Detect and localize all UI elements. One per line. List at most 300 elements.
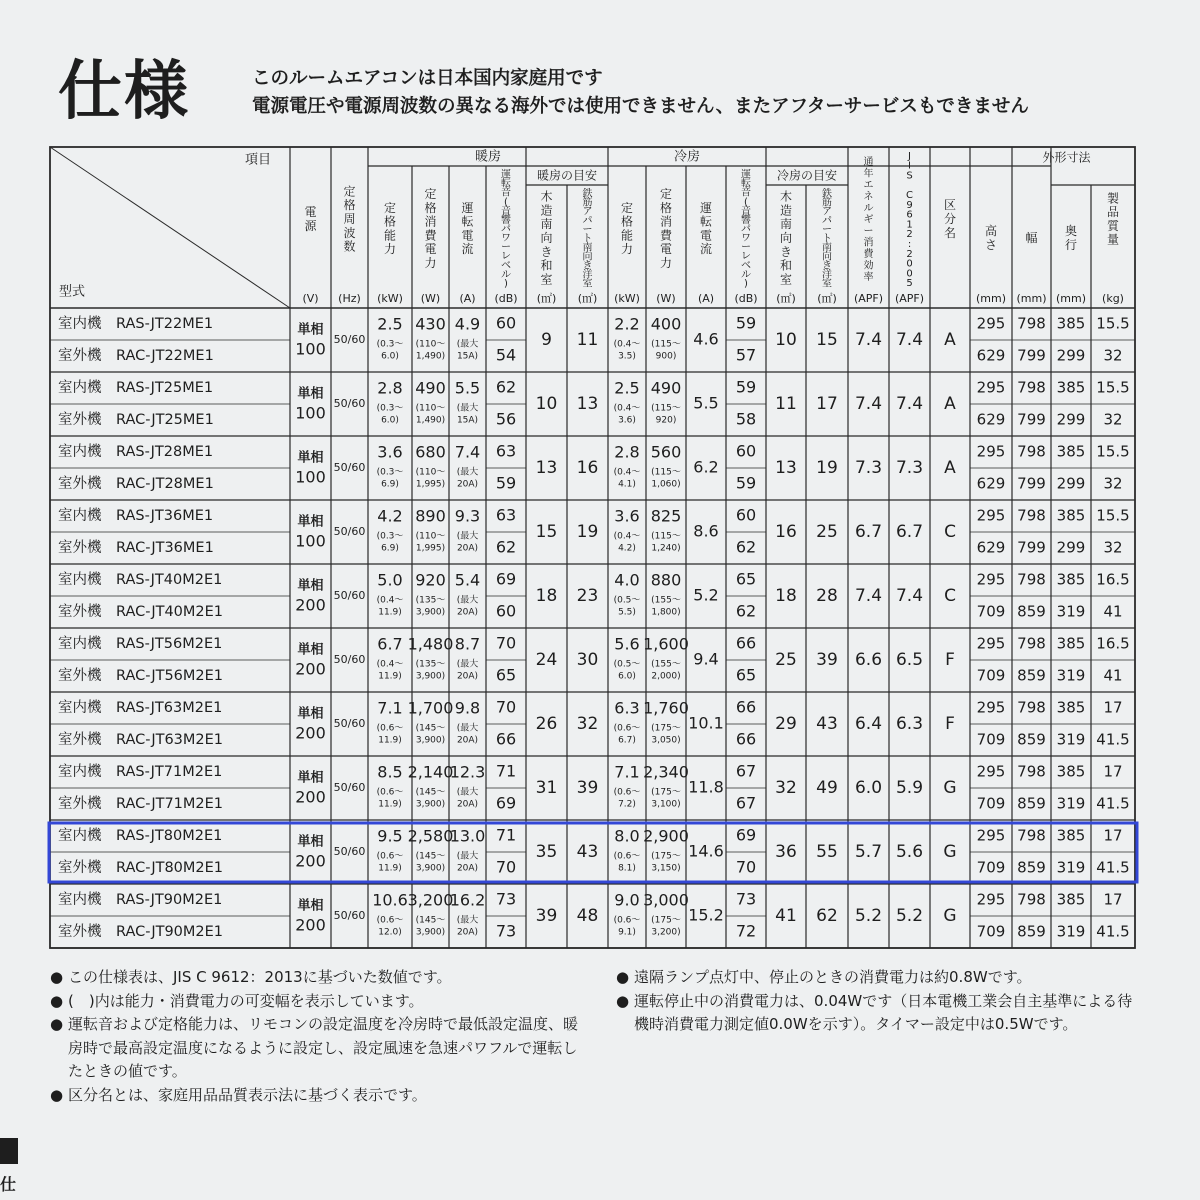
- cool-capacity-range-max: 3.5): [618, 351, 636, 362]
- cool-ferro-area: 15: [816, 330, 838, 350]
- indoor-model: 室内機 RAS-JT40M2E1: [58, 572, 223, 588]
- svg-text:エ: エ: [863, 180, 874, 191]
- heat-noise-indoor: 73: [495, 889, 517, 909]
- cool-power-range-max: 2,000): [651, 671, 681, 682]
- heat-wood-area: 24: [535, 650, 558, 670]
- heat-power-range-max: 3,900): [415, 735, 446, 746]
- heat-current-range-max: 20A): [456, 543, 479, 554]
- cool-ferro-area: 43: [816, 714, 838, 734]
- note-noise: ● 運転音および定格能力は、リモコンの設定温度を冷房時で最低設定温度、暖房時で最高設定温度になるように設定し、設定風速を急速パワフルで運転したときの値です。: [50, 1015, 579, 1080]
- phase-label: 単相: [297, 450, 324, 466]
- svg-text:格: 格: [424, 200, 437, 215]
- cool-current: 11.8: [688, 777, 724, 797]
- outdoor-width: 799: [1017, 474, 1046, 493]
- apf-value: 5.7: [854, 842, 883, 862]
- heat-current-range-max: 15A): [456, 415, 479, 426]
- outdoor-height: 709: [976, 922, 1006, 941]
- class-name: A: [944, 458, 956, 478]
- cool-noise-indoor: 59: [735, 377, 757, 397]
- unit-heat-ferro: (㎡): [577, 292, 598, 305]
- cool-power-range-min: (115～: [651, 339, 681, 350]
- indoor-mass: 15.5: [1096, 506, 1130, 525]
- voltage-value: 100: [295, 403, 326, 423]
- heat-capacity: 4.2: [377, 506, 403, 526]
- svg-text:質: 質: [1106, 218, 1120, 233]
- frequency-value: 50/60: [333, 461, 366, 474]
- heat-noise-indoor: 70: [495, 697, 517, 717]
- header-cool-cur: [700, 201, 712, 256]
- outdoor-model: 室外機 RAC-JT63M2E1: [58, 732, 224, 748]
- svg-text:率: 率: [863, 272, 874, 283]
- domestic-use-notice: このルームエアコンは日本国内家庭用です: [252, 68, 603, 89]
- heat-power: 920: [415, 570, 446, 590]
- indoor-height: 295: [976, 570, 1006, 589]
- cool-capacity-range-max: 6.7): [618, 735, 636, 746]
- jis-apf-value: 6.7: [895, 522, 924, 542]
- heat-capacity: 7.1: [377, 698, 403, 718]
- svg-text:費: 費: [659, 228, 673, 243]
- heat-power: 1,480: [407, 634, 454, 654]
- svg-text:ベ: ベ: [501, 260, 511, 272]
- cool-wood-area: 41: [775, 906, 797, 926]
- cool-power: 1,760: [643, 698, 689, 718]
- indoor-depth: 385: [1056, 442, 1086, 461]
- heat-capacity: 2.5: [377, 314, 403, 334]
- jis-apf-value: 7.4: [895, 330, 924, 350]
- cool-noise-indoor: 69: [735, 825, 757, 845]
- heat-current-range-min: (最大: [456, 467, 479, 478]
- cool-wood-area: 18: [775, 586, 797, 606]
- heat-capacity-range-min: (0.4～: [376, 659, 404, 670]
- phase-label: 単相: [297, 578, 324, 594]
- cool-noise-outdoor: 59: [735, 473, 757, 493]
- indoor-width: 798: [1017, 378, 1046, 397]
- apf-value: 7.4: [854, 586, 883, 606]
- heat-power-range-min: (110～: [415, 531, 446, 542]
- unit-mass: (kg): [1102, 292, 1124, 305]
- indoor-height: 295: [976, 506, 1006, 525]
- heat-current: 9.8: [454, 698, 481, 718]
- header-item-label: 項目: [244, 152, 272, 168]
- svg-text:格: 格: [383, 214, 397, 229]
- outdoor-width: 799: [1017, 410, 1046, 429]
- outdoor-mass: 32: [1103, 346, 1123, 365]
- svg-text:ベ: ベ: [741, 260, 751, 272]
- heat-noise-indoor: 60: [495, 313, 517, 333]
- group-cool-guide-label: 冷房の目安: [776, 168, 838, 183]
- svg-text:向: 向: [779, 231, 793, 245]
- heat-capacity: 3.6: [377, 442, 403, 462]
- cool-wood-area: 29: [775, 714, 797, 734]
- heat-power: 680: [415, 442, 446, 462]
- svg-text:向: 向: [540, 231, 553, 245]
- svg-text:電: 電: [699, 228, 713, 243]
- indoor-height: 295: [976, 826, 1006, 845]
- outdoor-mass: 41: [1103, 666, 1123, 685]
- svg-text:和: 和: [779, 258, 793, 273]
- heat-power-range-min: (145～: [415, 851, 446, 862]
- frequency-value: 50/60: [333, 397, 366, 410]
- outdoor-mass: 41: [1103, 602, 1123, 621]
- class-name: F: [945, 650, 955, 670]
- heat-power: 430: [415, 314, 446, 334]
- cool-power: 880: [650, 570, 682, 590]
- svg-text:0: 0: [906, 258, 913, 270]
- cool-capacity-range-min: (0.5～: [613, 595, 641, 606]
- outdoor-depth: 319: [1056, 858, 1086, 877]
- frequency-value: 50/60: [333, 525, 366, 538]
- svg-text:区: 区: [943, 198, 957, 213]
- unit-heat-noise: (dB): [494, 292, 518, 305]
- heat-current-range-max: 15A): [456, 351, 479, 362]
- cool-ferro-area: 25: [816, 522, 838, 542]
- header-heat-cur: [461, 201, 473, 256]
- phase-label: 単相: [297, 770, 324, 786]
- cool-capacity-range-min: (0.6～: [613, 851, 641, 862]
- svg-text:ワ: ワ: [501, 233, 511, 245]
- svg-text:電: 電: [304, 205, 317, 220]
- cool-power-range-max: 3,200): [651, 927, 681, 938]
- header-cool-noise: [741, 169, 751, 290]
- outdoor-depth: 299: [1056, 538, 1086, 557]
- svg-text:ア: ア: [822, 206, 832, 218]
- indoor-depth: 385: [1056, 378, 1086, 397]
- svg-text:ア: ア: [582, 206, 593, 218]
- heat-wood-area: 13: [535, 458, 558, 478]
- heat-ferro-area: 43: [576, 842, 599, 862]
- heat-current-range-min: (最大: [456, 851, 479, 862]
- svg-text:製: 製: [1106, 191, 1120, 206]
- cool-capacity-range-min: (0.4～: [613, 531, 641, 542]
- heat-power-range-max: 1,490): [415, 351, 446, 362]
- cool-capacity-range-max: 6.0): [618, 671, 636, 682]
- outdoor-mass: 41.5: [1096, 794, 1130, 813]
- indoor-depth: 385: [1056, 506, 1086, 525]
- heat-capacity-range-max: 6.9): [381, 479, 399, 490]
- unit-freq: (Hz): [338, 292, 361, 305]
- svg-text:格: 格: [620, 214, 634, 229]
- svg-text:向: 向: [582, 251, 593, 263]
- cool-power-range-max: 1,060): [651, 479, 681, 490]
- heat-noise-indoor: 62: [495, 377, 517, 397]
- header-heat-cons: [424, 187, 437, 270]
- cool-noise-outdoor: 65: [735, 665, 757, 685]
- svg-text:電: 電: [461, 228, 474, 243]
- cool-power-range-min: (175～: [651, 915, 681, 926]
- heat-current-range-max: 20A): [456, 735, 479, 746]
- jis-apf-value: 6.3: [895, 714, 924, 734]
- unit-apf: (APF): [853, 292, 884, 305]
- outdoor-model: 室外機 RAC-JT71M2E1: [58, 796, 224, 812]
- heat-capacity: 6.7: [377, 634, 403, 654]
- heat-capacity-range-min: (0.6～: [376, 915, 404, 926]
- heat-wood-area: 18: [535, 586, 558, 606]
- header-heat-cap: [384, 201, 396, 256]
- unit-heat-cur: (A): [459, 292, 476, 305]
- class-name: G: [943, 906, 957, 926]
- cool-capacity: 8.0: [614, 826, 640, 846]
- heat-noise-outdoor: 70: [495, 857, 517, 877]
- cool-power: 2,900: [643, 826, 689, 846]
- heat-current-range-min: (最大: [456, 915, 479, 926]
- outdoor-width: 859: [1017, 666, 1046, 685]
- heat-current-range-max: 20A): [456, 799, 479, 810]
- heat-capacity: 2.8: [377, 378, 403, 398]
- cool-noise-indoor: 66: [735, 697, 757, 717]
- svg-text:き: き: [582, 260, 593, 272]
- heat-noise-outdoor: 65: [495, 665, 517, 685]
- indoor-mass: 17: [1103, 762, 1123, 781]
- outdoor-mass: 32: [1103, 538, 1123, 557]
- indoor-model: 室内機 RAS-JT25ME1: [58, 380, 214, 396]
- heat-noise-indoor: 71: [495, 825, 517, 845]
- cool-capacity-range-min: (0.6～: [613, 723, 641, 734]
- page-title: 仕様: [58, 55, 190, 129]
- heat-noise-indoor: 63: [495, 505, 517, 525]
- cool-capacity: 5.6: [614, 634, 640, 654]
- frequency-value: 50/60: [333, 653, 366, 666]
- outdoor-model: 室外機 RAC-JT90M2E1: [58, 924, 224, 940]
- indoor-depth: 385: [1056, 890, 1086, 909]
- note-standby-power: ● 運転停止中の消費電力は、0.04Wです（日本電機工業会自主基準による待機時消費電力測定値0.0Wを示す）。タイマー設定中は0.5Wです。: [616, 991, 1133, 1033]
- outdoor-height: 709: [976, 858, 1006, 877]
- corner-diagonal: [50, 147, 290, 308]
- heat-noise-outdoor: 62: [495, 537, 517, 557]
- heat-current-range-max: 20A): [456, 479, 479, 490]
- heat-power-range-max: 1,995): [415, 479, 446, 490]
- note-range: ● ( )内は能力・消費電力の可変幅を表示しています。: [50, 991, 424, 1010]
- cool-current: 5.5: [693, 393, 719, 413]
- svg-text:力: 力: [424, 256, 437, 270]
- cool-noise-outdoor: 70: [735, 857, 757, 877]
- heat-ferro-area: 39: [576, 778, 599, 798]
- svg-text:0: 0: [906, 268, 913, 280]
- svg-text:9: 9: [906, 199, 913, 211]
- svg-text:): ): [744, 278, 748, 290]
- cool-capacity-range-min: (0.4～: [613, 403, 641, 414]
- cool-noise-indoor: 60: [735, 505, 757, 525]
- indoor-model: 室内機 RAS-JT90M2E1: [58, 892, 223, 908]
- svg-text:力: 力: [383, 242, 397, 257]
- apf-value: 6.7: [854, 522, 883, 542]
- svg-text:ー: ー: [822, 224, 832, 236]
- unit-cool-noise: (dB): [734, 292, 758, 305]
- cool-current: 6.2: [693, 457, 719, 477]
- heat-noise-outdoor: 69: [495, 793, 517, 813]
- heat-power-range-min: (110～: [415, 403, 446, 414]
- svg-text:S: S: [906, 170, 913, 182]
- outdoor-depth: 319: [1056, 602, 1086, 621]
- cool-capacity: 3.6: [614, 506, 640, 526]
- heat-ferro-area: 13: [576, 394, 599, 414]
- svg-text:パ: パ: [501, 224, 511, 235]
- outdoor-height: 629: [976, 346, 1006, 365]
- voltage-value: 200: [295, 659, 326, 679]
- unit-heat-wood: (㎡): [536, 292, 557, 305]
- heat-ferro-area: 48: [576, 906, 599, 926]
- cool-power-range-min: (155～: [651, 595, 681, 606]
- cool-noise-outdoor: 62: [735, 601, 757, 621]
- heat-current-range-max: 20A): [456, 607, 479, 618]
- header-mass: [1107, 190, 1120, 246]
- heat-capacity-range-min: (0.6～: [376, 723, 404, 734]
- svg-text:幅: 幅: [1025, 231, 1038, 245]
- jis-apf-value: 7.3: [895, 458, 924, 478]
- cool-current: 4.6: [693, 329, 719, 349]
- svg-text:き: き: [540, 244, 553, 259]
- class-name: A: [944, 330, 956, 350]
- svg-text:2: 2: [906, 229, 913, 241]
- indoor-height: 295: [976, 442, 1006, 461]
- svg-text:パ: パ: [582, 215, 593, 227]
- indoor-width: 798: [1017, 314, 1046, 333]
- outdoor-mass: 32: [1103, 410, 1123, 429]
- cool-capacity-range-max: 7.2): [618, 799, 636, 810]
- svg-text:定: 定: [620, 200, 634, 215]
- cool-capacity-range-max: 8.1): [618, 863, 636, 874]
- header-cool-cap: [621, 201, 633, 256]
- heat-power-range-max: 3,900): [415, 799, 446, 810]
- frequency-value: 50/60: [333, 717, 366, 730]
- heat-current: 13.0: [449, 826, 486, 846]
- cool-power-range-min: (155～: [651, 659, 681, 670]
- jis-apf-value: 5.2: [895, 906, 924, 926]
- outdoor-model: 室外機 RAC-JT22ME1: [58, 348, 214, 364]
- heat-power: 890: [415, 506, 446, 526]
- svg-text:名: 名: [943, 225, 957, 240]
- cool-power: 490: [650, 378, 682, 398]
- apf-value: 7.3: [854, 458, 883, 478]
- cool-power: 2,340: [643, 762, 689, 782]
- outdoor-height: 629: [976, 538, 1006, 557]
- outdoor-width: 859: [1017, 922, 1046, 941]
- indoor-width: 798: [1017, 826, 1046, 845]
- cool-ferro-area: 17: [816, 394, 838, 414]
- svg-text:C: C: [906, 190, 913, 202]
- heat-power: 2,580: [407, 826, 454, 846]
- cool-capacity: 7.1: [614, 762, 640, 782]
- heat-capacity-range-min: (0.3～: [376, 339, 404, 350]
- note-lamp-power: ● 遠隔ランプ点灯中、停止のときの消費電力は約0.8Wです。: [616, 968, 1032, 986]
- indoor-model: 室内機 RAS-JT28ME1: [58, 444, 214, 460]
- svg-text:向: 向: [822, 251, 832, 263]
- cool-ferro-area: 28: [816, 586, 838, 606]
- svg-text:音: 音: [741, 187, 751, 199]
- cool-power-range-max: 920): [655, 415, 677, 426]
- cool-current: 5.2: [693, 585, 719, 605]
- outdoor-model: 室外機 RAC-JT36ME1: [58, 540, 214, 556]
- indoor-height: 295: [976, 762, 1006, 781]
- header-heat-noise: [501, 169, 511, 290]
- svg-text:南: 南: [540, 217, 553, 232]
- heat-wood-area: 9: [541, 330, 552, 350]
- indoor-height: 295: [976, 314, 1006, 333]
- heat-capacity-range-max: 11.9): [378, 671, 402, 682]
- heat-ferro-area: 16: [576, 458, 599, 478]
- svg-text:運: 運: [461, 200, 474, 215]
- indoor-height: 295: [976, 634, 1006, 653]
- heat-current: 12.3: [449, 762, 486, 782]
- cool-noise-outdoor: 58: [735, 409, 757, 429]
- voltage-value: 200: [295, 723, 326, 743]
- cool-noise-indoor: 60: [735, 441, 757, 461]
- cool-noise-outdoor: 72: [735, 921, 757, 941]
- phase-label: 単相: [297, 706, 324, 722]
- indoor-width: 798: [1017, 442, 1046, 461]
- svg-text:): ): [504, 278, 508, 290]
- header-heat-wood: [540, 189, 552, 287]
- svg-text:力: 力: [659, 256, 673, 270]
- cool-capacity-range-max: 4.1): [618, 479, 636, 490]
- heat-wood-area: 26: [535, 714, 558, 734]
- svg-text:格: 格: [659, 200, 673, 215]
- svg-text:年: 年: [863, 168, 874, 180]
- heat-power-range-max: 3,900): [415, 607, 446, 618]
- svg-text:南: 南: [822, 242, 832, 254]
- header-width: [1025, 230, 1037, 245]
- svg-text:洋: 洋: [822, 269, 832, 281]
- heat-current-range-min: (最大: [456, 403, 479, 414]
- cool-power-range-max: 3,100): [651, 799, 681, 810]
- header-height: [985, 223, 997, 252]
- outdoor-width: 859: [1017, 794, 1046, 813]
- heat-capacity-range-min: (0.3～: [376, 467, 404, 478]
- group-cooling-label: 冷房: [673, 149, 701, 165]
- heat-noise-indoor: 63: [495, 441, 517, 461]
- svg-text:分: 分: [943, 212, 957, 226]
- heat-power-range-max: 1,995): [415, 543, 446, 554]
- cool-power-range-min: (115～: [651, 403, 681, 414]
- svg-text:I: I: [908, 160, 911, 172]
- cool-power-range-min: (115～: [651, 467, 681, 478]
- heat-noise-indoor: 71: [495, 761, 517, 781]
- apf-value: 5.2: [854, 906, 883, 926]
- cool-noise-indoor: 59: [735, 313, 757, 333]
- svg-text:転: 転: [461, 214, 474, 229]
- side-index-label: 仕: [0, 1175, 17, 1194]
- cool-noise-outdoor: 62: [735, 537, 757, 557]
- class-name: F: [945, 714, 955, 734]
- group-heating-label: 暖房: [474, 149, 502, 165]
- cool-wood-area: 16: [775, 522, 797, 542]
- apf-value: 6.6: [854, 650, 883, 670]
- apf-value: 7.4: [854, 330, 883, 350]
- svg-text:木: 木: [779, 189, 793, 204]
- phase-label: 単相: [297, 642, 324, 658]
- heat-current: 5.4: [454, 570, 481, 590]
- cool-power: 3,000: [643, 890, 689, 910]
- svg-text:ル: ル: [863, 203, 874, 214]
- header-apf: [864, 156, 875, 283]
- heat-ferro-area: 30: [576, 650, 599, 670]
- svg-text:造: 造: [540, 203, 553, 218]
- indoor-height: 295: [976, 890, 1006, 909]
- note-jis: ● この仕様表は、JIS C 9612：2013に基づいた数値です。: [50, 968, 452, 986]
- heat-capacity-range-max: 11.9): [378, 607, 402, 618]
- svg-text:き: き: [822, 260, 832, 272]
- class-name: C: [944, 522, 956, 542]
- outdoor-depth: 319: [1056, 922, 1086, 941]
- indoor-model: 室内機 RAS-JT36ME1: [58, 508, 214, 524]
- svg-text:音: 音: [501, 205, 511, 217]
- svg-text:品: 品: [1106, 205, 1120, 220]
- heat-wood-area: 15: [535, 522, 558, 542]
- cool-power-range-max: 900): [655, 351, 677, 362]
- svg-text:波: 波: [343, 225, 356, 240]
- cool-ferro-area: 55: [816, 842, 838, 862]
- outdoor-depth: 299: [1056, 410, 1086, 429]
- svg-text:造: 造: [779, 203, 793, 218]
